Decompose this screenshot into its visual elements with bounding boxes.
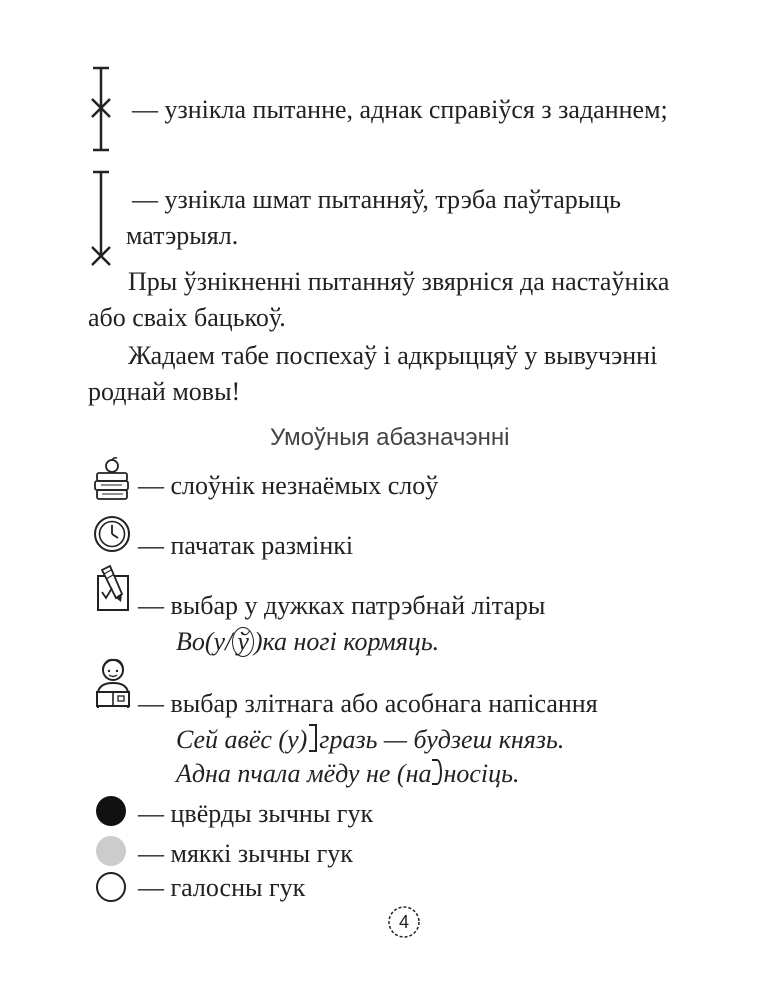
legend-dictionary-text: — слоўнік незнаёмых слоў: [138, 471, 439, 500]
spelling-ex1-pre: Сей авёс (у): [176, 725, 308, 754]
intro-para2-line1: Жадаем табе поспехаў і адкрыццяў у вывучэнні: [128, 341, 658, 370]
legend-letter-choice-text: — выбар у дужках патрэбнай літары: [138, 591, 546, 620]
spelling-example-2: [176, 756, 519, 792]
scale-item-2-text-line2: матэрыял.: [126, 221, 239, 250]
letter-example-post: )ка ногі кормяць.: [253, 627, 440, 656]
legend-soft-consonant-text: — мяккі зычны гук: [138, 839, 353, 868]
page-number: 4: [398, 912, 409, 932]
child-reading-icon: [92, 656, 134, 710]
scale-item-1-text: — узнікла пытанне, аднак справіўся з заданнем;: [132, 95, 668, 124]
legend-vowel-text: — галосны гук: [138, 873, 306, 902]
spelling-ex1-post: гразь — будзеш князь.: [319, 725, 565, 754]
clock-icon: [92, 514, 132, 554]
intro-para1-line2: або сваіх бацькоў.: [88, 303, 286, 332]
books-apple-icon: [92, 456, 132, 502]
intro-para1-line1: Пры ўзнікненні пытанняў звярніся да настаўніка: [128, 267, 670, 296]
progress-scale-bottom-icon: [86, 170, 116, 268]
letter-example-circled: ў: [232, 627, 254, 657]
page-number-badge: [386, 904, 422, 940]
legend-spelling-choice-text: — выбар злітнага або асобнага напісання: [138, 689, 598, 718]
intro-para2-line2: роднай мовы!: [88, 377, 241, 406]
spelling-example-1: [176, 722, 564, 758]
legend-warmup-text: — пачатак размінкі: [138, 531, 354, 560]
merge-arc-mark: [432, 759, 442, 785]
letter-example-pre: Во(у/: [176, 627, 233, 656]
merge-bracket-mark: [309, 724, 317, 752]
letter-choice-example: [176, 624, 439, 660]
vowel-circle-icon: [94, 870, 128, 904]
legend-hard-consonant-text: — цвёрды зычны гук: [138, 799, 374, 828]
spelling-ex2-pre: Адна пчала мёду не (на: [176, 759, 432, 788]
pencil-paper-icon: [92, 564, 132, 614]
progress-scale-half-icon: [86, 66, 116, 152]
hard-consonant-dot-icon: [94, 794, 128, 828]
spelling-ex2-post: носіць.: [443, 759, 520, 788]
legend-heading: Умоўныя абазначэнні: [270, 424, 510, 451]
scale-item-2-text-line1: — узнікла шмат пытанняў, трэба паўтарыць: [132, 185, 622, 214]
soft-consonant-dot-icon: [94, 834, 128, 868]
